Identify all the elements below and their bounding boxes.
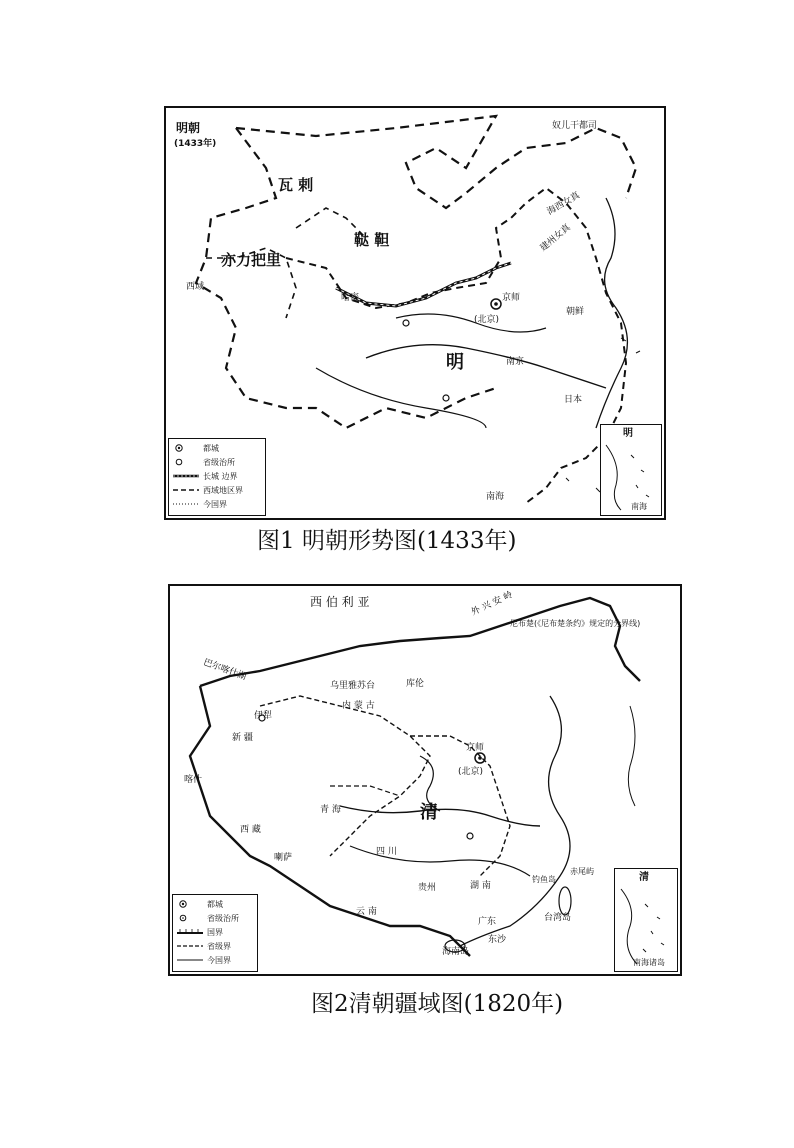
modern-border bbox=[173, 500, 199, 508]
great-wall-line bbox=[173, 472, 199, 480]
label-mongolia: 内 蒙 古 bbox=[342, 701, 375, 711]
label-lhasa: 喇萨 bbox=[274, 853, 293, 863]
label-nerchinsk: 尼布楚(《尼布楚条约》规定的分界线) bbox=[510, 619, 641, 628]
label-ming: 明 bbox=[446, 352, 464, 373]
label-chaoxian: 朝鲜 bbox=[566, 307, 585, 317]
label-hunan: 湖 南 bbox=[470, 881, 491, 891]
admin-seat-icon bbox=[177, 914, 203, 922]
legend-text: 都城 bbox=[207, 899, 223, 909]
map2-inset bbox=[614, 868, 678, 972]
legend-text: 省级治所 bbox=[207, 913, 239, 923]
label-beijing: (北京) bbox=[474, 315, 500, 325]
label-balkhash: 巴尔喀什湖 bbox=[201, 657, 248, 683]
capital-icon bbox=[177, 900, 203, 908]
label-yunnan: 云 南 bbox=[356, 907, 377, 917]
legend-text: 省级界 bbox=[207, 941, 231, 951]
label-kulun: 库伦 bbox=[406, 679, 425, 689]
label-hami: 哈密 bbox=[341, 293, 360, 303]
map1-year-label: (1433年) bbox=[174, 139, 217, 149]
legend-text: 今国界 bbox=[207, 955, 231, 965]
label-xizang: 西 藏 bbox=[240, 825, 261, 835]
label-sichuan: 四 川 bbox=[376, 847, 397, 857]
label-nurgan: 奴儿干都司 bbox=[552, 121, 598, 131]
legend-row-provincial bbox=[177, 941, 231, 951]
label-chiwei: 赤尾屿 bbox=[570, 867, 594, 876]
label-kashgar: 喀什 bbox=[184, 775, 203, 785]
label-guangdong: 广东 bbox=[478, 917, 497, 927]
legend-row-modern bbox=[177, 955, 231, 965]
label-siberia: 西 伯 利 亚 bbox=[310, 595, 370, 609]
legend-row-capital bbox=[177, 899, 223, 909]
label-hainan: 海南岛 bbox=[442, 947, 470, 957]
label-jingshi: 京师 bbox=[502, 293, 521, 303]
inset-subtitle: 南海诸岛 bbox=[633, 958, 665, 967]
map1-inset bbox=[600, 424, 662, 516]
label-haixi: 海西女真 bbox=[545, 190, 582, 218]
label-tatar: 鞑 靼 bbox=[354, 231, 390, 249]
label-dongsha: 东沙 bbox=[488, 935, 507, 945]
label-qinghai: 青 海 bbox=[320, 805, 341, 815]
label-qing: 清 bbox=[420, 802, 438, 823]
boundary-dash bbox=[173, 486, 199, 494]
admin-seat-icon bbox=[173, 458, 199, 466]
inset-subtitle: 南海 bbox=[631, 502, 647, 511]
legend-text: 国界 bbox=[207, 927, 223, 937]
label-wala: 瓦 剌 bbox=[278, 176, 314, 194]
map2-caption: 图2清朝疆域图(1820年) bbox=[311, 991, 564, 1017]
label-ilibali: 亦力把里 bbox=[221, 251, 282, 269]
label-beijing: (北京) bbox=[458, 767, 484, 777]
legend-text: 长城 边界 bbox=[203, 471, 238, 481]
capital-icon bbox=[173, 444, 199, 452]
label-uliastai: 乌里雅苏台 bbox=[330, 681, 376, 691]
map1-legend bbox=[168, 438, 266, 516]
label-xinjiang: 新 疆 bbox=[232, 733, 253, 743]
label-yili: 伊犁 bbox=[254, 711, 273, 721]
label-taiwan: 台湾岛 bbox=[544, 913, 572, 923]
provincial-border bbox=[177, 942, 203, 950]
label-nanhai: 南海 bbox=[486, 492, 505, 502]
label-jianzhou: 建州女真 bbox=[538, 222, 573, 254]
modern-border bbox=[177, 956, 203, 964]
inset-title: 清 bbox=[639, 872, 649, 883]
label-jingshi: 京师 bbox=[466, 743, 485, 753]
national-border bbox=[177, 928, 203, 936]
legend-row-modern bbox=[173, 499, 227, 509]
map2-legend bbox=[172, 894, 258, 972]
legend-text: 省级治所 bbox=[203, 457, 235, 467]
label-xiyu: 西域 bbox=[186, 282, 205, 292]
label-diaoyu: 钓鱼岛 bbox=[532, 875, 556, 884]
label-riben: 日本 bbox=[564, 395, 583, 405]
qing-map bbox=[168, 584, 682, 976]
legend-text: 今国界 bbox=[203, 499, 227, 509]
legend-row-admin bbox=[177, 913, 239, 923]
map1-title: 明朝 bbox=[176, 121, 201, 135]
ming-map bbox=[164, 106, 666, 520]
label-nanjing: 南京 bbox=[506, 357, 525, 367]
legend-row-national bbox=[177, 927, 223, 937]
legend-row-capital bbox=[173, 443, 219, 453]
legend-row-admin bbox=[173, 457, 235, 467]
label-guizhou: 贵州 bbox=[418, 883, 437, 893]
inset-title: 明 bbox=[623, 428, 633, 439]
map1-caption: 图1 明朝形势图(1433年) bbox=[257, 528, 517, 554]
legend-text: 都城 bbox=[203, 443, 219, 453]
label-xingan: 外 兴 安 岭 bbox=[469, 590, 515, 619]
inset-drawing bbox=[615, 869, 677, 971]
legend-text: 西域地区界 bbox=[203, 485, 243, 495]
legend-row-wall bbox=[173, 471, 238, 481]
legend-row-region bbox=[173, 485, 243, 495]
